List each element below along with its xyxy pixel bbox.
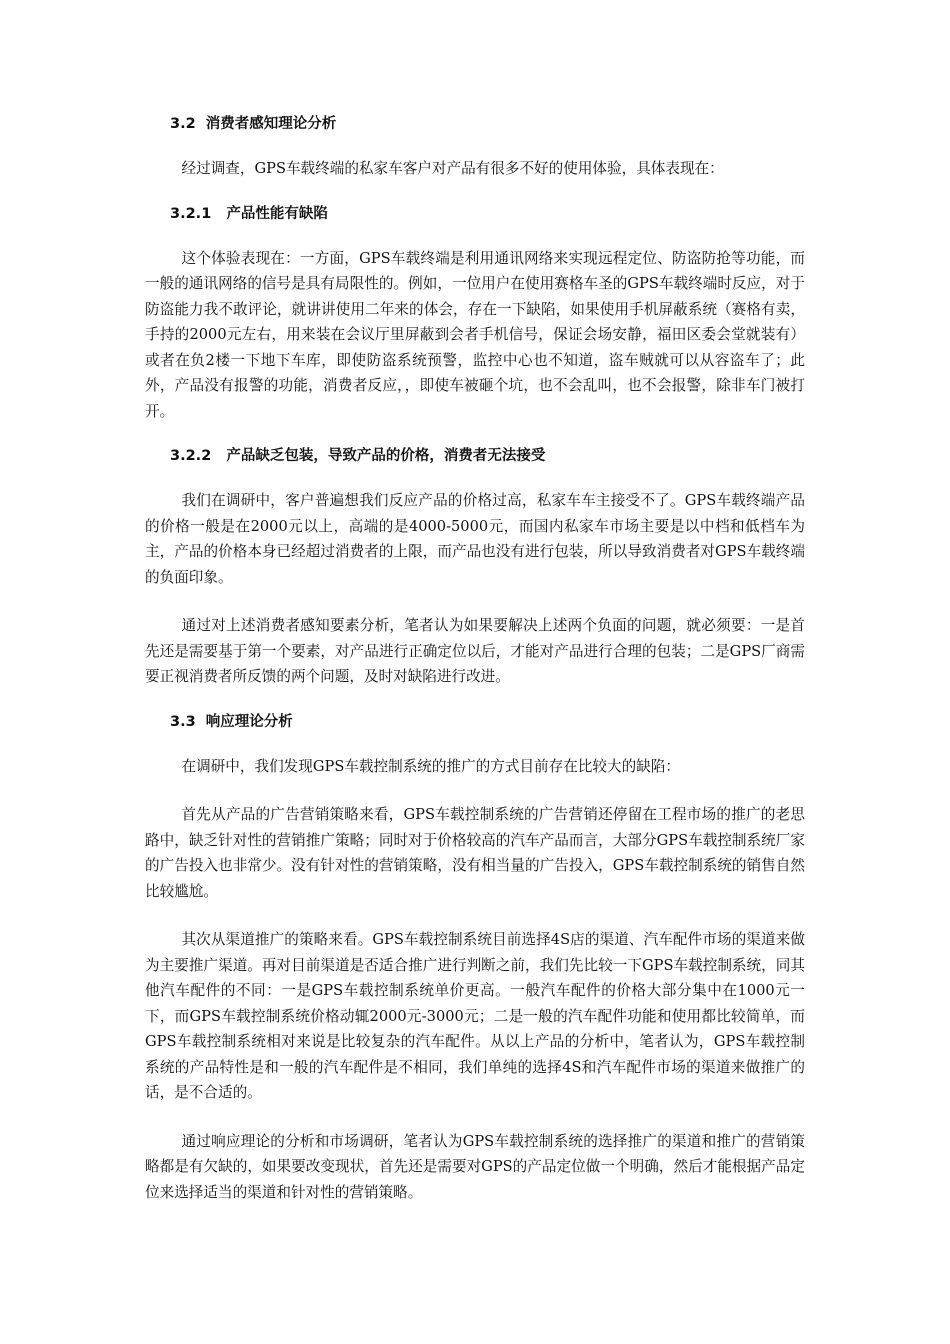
paragraph-3-3-c: 通过响应理论的分析和市场调研，笔者认为GPS车载控制系统的选择推广的渠道和推广的营销策略都是有欠缺的，如果要改变现状，首先还是需要对GPS的产品定位做一个明确，然后才能根据产品定位来选择适当的渠道和针对性的营销策略。: [145, 1132, 805, 1201]
paragraph-3-2-2-a: 我们在调研中，客户普遍想我们反应产品的价格过高，私家车车主接受不了。GPS车载终端产品的价格一般是在2000元以上，高端的是4000-5000元，而国内私家车市场主要是以中档和低档车为主，产品的价格本身已经超过消费者的上限，而产品也没有进行包装，所以导致消费者对GPS车载终端的负面印象。: [145, 492, 805, 586]
paragraph-3-3-intro: 在调研中，我们发现GPS车载控制系统的推广的方式目前存在比较大的缺陷：: [181, 757, 680, 775]
paragraph-3-3-a: 首先从产品的广告营销策略来看，GPS车载控制系统的广告营销还停留在工程市场的推广的老思路中，缺乏针对性的营销推广策略；同时对于价格较高的汽车产品而言，大部分GPS车载控制系统厂家的广告投入也非常少。没有针对性的营销策略，没有相当量的广告投入，GPS车载控制系统的销售自然比较尴尬。: [145, 806, 805, 900]
section-heading-3-2-2: 3.2.2 产品缺乏包装，导致产品的价格，消费者无法接受: [170, 448, 546, 464]
paragraph-3-2-2-b: 通过对上述消费者感知要素分析，笔者认为如果要解决上述两个负面的问题，就必须要：一是首先还是需要基于第一个要素，对产品进行正确定位以后，才能对产品进行合理的包装；二是GPS厂商需要正视消费者所反馈的两个问题，及时对缺陷进行改进。: [145, 617, 805, 685]
section-heading-3-2-1: 3.2.1 产品性能有缺陷: [170, 205, 328, 222]
document-page: [145, 112, 805, 1205]
paragraph-3-2-1: 这个体验表现在：一方面，GPS车载终端是利用通讯网络来实现远程定位、防盗防抢等功能，而一般的通讯网络的信号是具有局限性的。例如，一位用户在使用赛格车圣的GPS车载终端时反应，对于防盗能力我不敢评论，就讲讲使用二年来的体会，存在一下缺陷，如果使用手机屏蔽系统（赛格有卖，手持的2000元左右，用来装在会议厅里屏蔽到会者手机信号，保证会场安静，福田区委会堂就装有）或者在负2楼一下地下车库，即使防盗系统预警，监控中心也不知道，盗车贼就可以从容盗车了；此外，产品没有报警的功能，消费者反应，，即使车被砸个坑，也不会乱叫，也不会报警，除非车门被打开。: [145, 249, 805, 420]
paragraph-3-3-b: 其次从渠道推广的策略来看。GPS车载控制系统目前选择4S店的渠道、汽车配件市场的渠道来做为主要推广渠道。再对目前渠道是否适合推广进行判断之前，我们先比较一下GPS车载控制系统，同其他汽车配件的不同：一是GPS车载控制系统单价更高。一般汽车配件的价格大部分集中在1000元一下，而GPS车载控制系统价格动辄2000元-3000元；二是一般的汽车配件功能和使用都比较简单，而GPS车载控制系统相对来说是比较复杂的汽车配件。从以上产品的分析中，笔者认为，GPS车载控制系统的产品特性是和一般的汽车配件是不相同，我们单纯的选择4S和汽车配件市场的渠道来做推广的话，是不合适的。: [145, 931, 805, 1101]
section-heading-3-2: 3.2 消费者感知理论分析: [170, 116, 337, 132]
paragraph-3-2-intro: 经过调查，GPS车载终端的私家车客户对产品有很多不好的使用体验，具体表现在：: [181, 160, 724, 177]
section-heading-3-3: 3.3 响应理论分析: [170, 713, 293, 730]
